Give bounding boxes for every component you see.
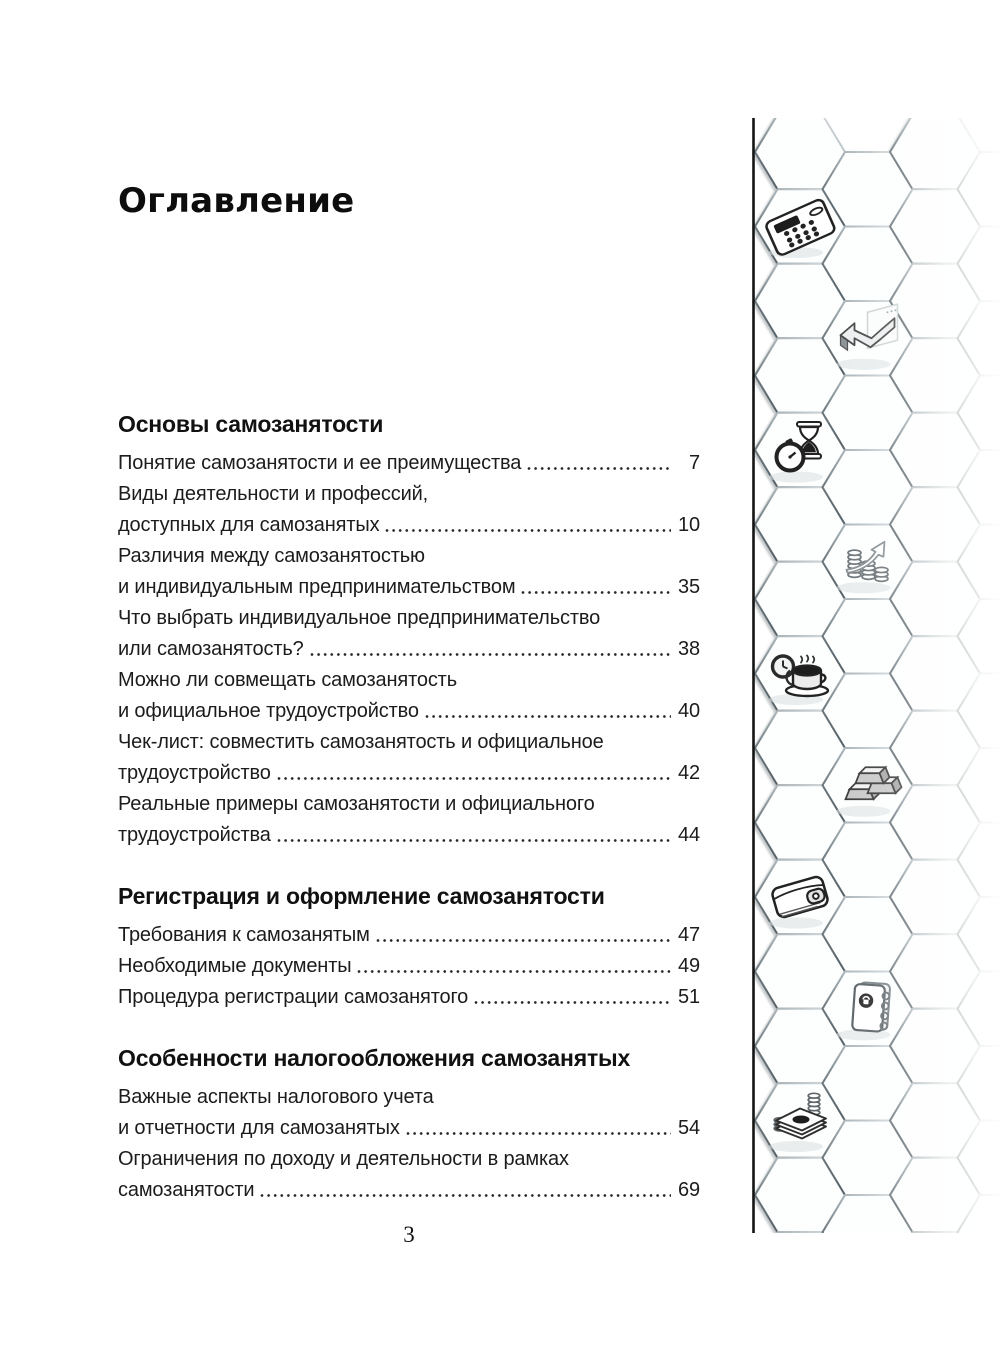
entry-page-number: 44: [678, 824, 700, 846]
entry-text: доступных для самозанятых: [118, 514, 380, 536]
leader-dots: [473, 982, 671, 1013]
leader-dots: [259, 1175, 671, 1206]
entry-page-number: 40: [678, 700, 700, 722]
entry-line: [118, 758, 700, 789]
toc-section: [118, 1043, 700, 1206]
entry-page-number: 49: [678, 955, 700, 977]
entry-text: Виды деятельности и профессий,: [118, 483, 429, 505]
entry-line: [118, 820, 700, 851]
leader-dots: [526, 448, 671, 479]
entry-line: [118, 1113, 700, 1144]
toc-entry: [118, 1082, 700, 1144]
entry-page-number: 69: [678, 1179, 700, 1201]
entry-text: Реальные примеры самозанятости и официального: [118, 793, 595, 815]
entry-line: [118, 1175, 700, 1206]
entry-text: и индивидуальным предпринимательством: [118, 576, 516, 598]
entry-page-number: 42: [678, 762, 700, 784]
toc-entry: [118, 1144, 700, 1206]
page-title: Оглавление: [118, 181, 355, 221]
leader-dots: [276, 820, 671, 851]
leader-dots: [520, 572, 671, 603]
entry-line: [118, 603, 700, 634]
toc-entry: [118, 920, 700, 951]
section-title: Основы самозанятости: [118, 411, 384, 437]
entry-text: Что выбрать индивидуальное предпринимательство: [118, 607, 601, 629]
entry-text: Понятие самозанятости и ее преимущества: [118, 452, 522, 474]
toc-entry: [118, 603, 700, 665]
leader-dots: [384, 510, 671, 541]
entry-line: [118, 479, 700, 510]
toc-entry: [118, 541, 700, 603]
fade-overlay: [842, 118, 1000, 1233]
leader-dots: [356, 951, 671, 982]
entry-text: Чек-лист: совместить самозанятость и официальное: [118, 731, 604, 753]
entry-page-number: 54: [678, 1117, 700, 1139]
leader-dots: [405, 1113, 671, 1144]
entry-page-number: 51: [678, 986, 700, 1008]
toc-entry: [118, 789, 700, 851]
entry-text: Требования к самозанятым: [118, 924, 370, 946]
toc-entry: [118, 479, 700, 541]
entry-line: [118, 665, 700, 696]
entry-line: [118, 1144, 700, 1175]
entry-page-number: 10: [678, 514, 700, 536]
toc-section: [118, 409, 700, 851]
entry-line: [118, 541, 700, 572]
toc-entry: [118, 448, 700, 479]
toc-section: [118, 881, 700, 1013]
leader-dots: [276, 758, 671, 789]
toc-entry: [118, 951, 700, 982]
honeycomb-pattern: [752, 118, 1000, 1233]
leader-dots: [375, 920, 671, 951]
entry-line: [118, 789, 700, 820]
entry-line: [118, 951, 700, 982]
entry-line: [118, 634, 700, 665]
entry-page-number: 7: [689, 452, 700, 474]
entry-text: Процедура регистрации самозанятого: [118, 986, 469, 1008]
entry-text: трудоустройство: [118, 762, 271, 784]
entry-line: [118, 696, 700, 727]
leader-dots: [309, 634, 671, 665]
entry-line: [118, 448, 700, 479]
entry-text: самозанятости: [118, 1179, 255, 1201]
entry-line: [118, 727, 700, 758]
entry-text: Важные аспекты налогового учета: [118, 1086, 434, 1108]
entry-text: Можно ли совмещать самозанятость: [118, 669, 457, 691]
entry-text: Необходимые документы: [118, 955, 352, 977]
entry-page-number: 38: [678, 638, 700, 660]
entry-page-number: 35: [678, 576, 700, 598]
page-number: 3: [403, 1222, 415, 1247]
entry-text: Ограничения по доходу и деятельности в рамках: [118, 1148, 569, 1170]
toc-sections: [118, 409, 700, 1206]
leader-dots: [424, 696, 671, 727]
entry-line: [118, 920, 700, 951]
entry-text: и официальное трудоустройство: [118, 700, 419, 722]
entry-text: и отчетности для самозанятых: [118, 1117, 400, 1139]
toc-entry: [118, 727, 700, 789]
toc-entry: [118, 665, 700, 727]
entry-line: [118, 982, 700, 1013]
section-title: Особенности налогообложения самозанятых: [118, 1045, 631, 1071]
entry-line: [118, 510, 700, 541]
entry-text: трудоустройства: [118, 824, 271, 846]
entry-page-number: 47: [678, 924, 700, 946]
sidebar-decoration: [752, 118, 1000, 1233]
section-title: Регистрация и оформление самозанятости: [118, 883, 605, 909]
table-of-contents: [118, 182, 700, 1206]
entry-text: Различия между самозанятостью: [118, 545, 425, 567]
entry-line: [118, 1082, 700, 1113]
entry-text: или самозанятость?: [118, 638, 304, 660]
toc-entry: [118, 982, 700, 1013]
entry-line: [118, 572, 700, 603]
